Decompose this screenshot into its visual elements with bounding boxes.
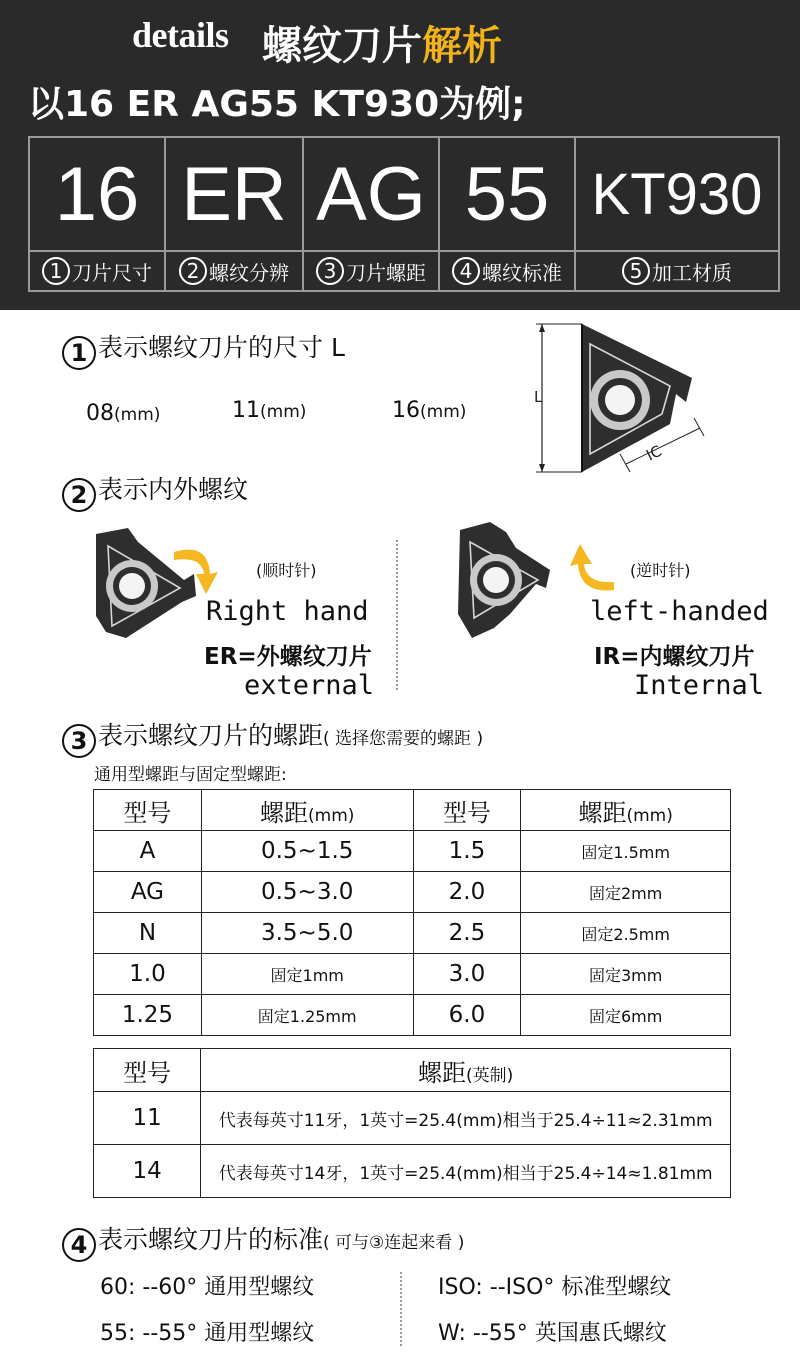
size-unit: (mm) xyxy=(420,402,467,422)
table-row xyxy=(94,831,731,872)
table-row xyxy=(94,954,731,995)
table-cell: 固定1.25mm xyxy=(201,995,413,1036)
header-pitch-text: 螺距 xyxy=(260,798,308,827)
code-label xyxy=(576,252,778,290)
code-label-text: 刀片尺寸 xyxy=(72,260,152,285)
circled-number: 4 xyxy=(62,1228,96,1262)
section2-title-text: 表示内外螺纹 xyxy=(98,475,249,504)
table-cell: A xyxy=(94,831,202,872)
title-main: 螺纹刀片 xyxy=(262,23,422,69)
table-cell: 3.5~5.0 xyxy=(201,913,413,954)
table-cell: 2.5 xyxy=(413,913,521,954)
size-value: 11 xyxy=(232,398,260,423)
table-cell: 1.0 xyxy=(94,954,202,995)
code-label xyxy=(166,252,302,290)
size-08 xyxy=(86,401,160,426)
code-label xyxy=(30,252,164,290)
circled-number: 3 xyxy=(316,257,344,285)
pitch-subtitle: 通用型螺距与固定型螺距: xyxy=(94,765,287,785)
table-row xyxy=(94,995,731,1036)
external-label: external xyxy=(244,670,375,701)
header-pitch xyxy=(201,1049,731,1092)
code-label-text: 加工材质 xyxy=(652,260,732,285)
code-label-text: 刀片螺距 xyxy=(346,260,426,285)
table-cell: 0.5~1.5 xyxy=(201,831,413,872)
section2-title xyxy=(62,470,248,512)
circled-number: 1 xyxy=(62,336,96,370)
section3-title-note: ( 选择您需要的螺距 ) xyxy=(323,729,484,749)
table-cell: 固定3mm xyxy=(521,954,731,995)
code-breakdown-table xyxy=(28,136,780,292)
code-label xyxy=(304,252,438,290)
section1-title-text: 表示螺纹刀片的尺寸 L xyxy=(98,333,345,362)
table-header-row xyxy=(94,1049,731,1092)
section2-divider xyxy=(396,540,398,690)
size-unit: (mm) xyxy=(260,402,307,422)
section1-title xyxy=(62,328,345,370)
rotation-label-counterclockwise: (逆时针) xyxy=(630,561,691,580)
header-model: 型号 xyxy=(94,1049,201,1092)
clockwise-arrow-icon xyxy=(168,540,228,600)
standard-item-60: 60: --60° 通用型螺纹 xyxy=(100,1275,315,1300)
header-pitch-text: 螺距 xyxy=(578,798,627,827)
standard-item-55: 55: --55° 通用型螺纹 xyxy=(100,1321,315,1346)
table-cell: 1.25 xyxy=(94,995,202,1036)
code-column-hand xyxy=(166,138,304,290)
rotation-label-clockwise: (顺时针) xyxy=(256,561,317,580)
header-unit: (英制) xyxy=(466,1065,514,1086)
code-value: 55 xyxy=(440,138,574,252)
circled-number: 2 xyxy=(179,257,207,285)
details-heading: details xyxy=(132,15,229,55)
table-cell: 2.0 xyxy=(413,872,521,913)
size-16 xyxy=(392,398,466,423)
pitch-table xyxy=(93,789,731,1036)
table-cell: 1.5 xyxy=(413,831,521,872)
section3-title-text: 表示螺纹刀片的螺距 xyxy=(98,721,324,750)
code-column-standard xyxy=(440,138,576,290)
size-value: 08 xyxy=(86,401,114,426)
circled-number: 1 xyxy=(42,257,70,285)
table-cell: 3.0 xyxy=(413,954,521,995)
circled-number: 2 xyxy=(62,478,96,512)
table-cell: 固定1.5mm xyxy=(521,831,731,872)
size-unit: (mm) xyxy=(114,405,161,425)
example-line: 以16 ER AG55 KT930为例; xyxy=(28,84,526,125)
circled-number: 5 xyxy=(622,257,650,285)
size-value: 16 xyxy=(392,398,420,423)
table-row xyxy=(94,913,731,954)
dimension-label-l: L xyxy=(534,388,543,406)
table-row xyxy=(94,872,731,913)
size-11 xyxy=(232,398,306,423)
header-model: 型号 xyxy=(94,790,202,831)
table-cell: 14 xyxy=(94,1145,201,1198)
code-column-size xyxy=(30,138,166,290)
table-cell: 代表每英寸11牙，1英寸=25.4(mm)相当于25.4÷11≈2.31mm xyxy=(201,1092,731,1145)
section4-title-note: ( 可与③连起来看 ) xyxy=(323,1233,465,1253)
header-unit: (mm) xyxy=(626,805,673,826)
insert-dimension-diagram xyxy=(520,316,720,486)
circled-number: 4 xyxy=(452,257,480,285)
table-cell: 0.5~3.0 xyxy=(201,872,413,913)
left-handed-label: left-handed xyxy=(590,596,769,627)
table-cell: 固定2.5mm xyxy=(521,913,731,954)
page-title xyxy=(262,14,502,71)
internal-label: Internal xyxy=(634,670,765,701)
code-value: AG xyxy=(304,138,438,252)
header-pitch xyxy=(201,790,413,831)
standard-item-iso: ISO: --ISO° 标准型螺纹 xyxy=(438,1275,672,1300)
table-cell: N xyxy=(94,913,202,954)
code-column-material xyxy=(576,138,778,290)
table-row xyxy=(94,1145,731,1198)
er-definition: ER=外螺纹刀片 xyxy=(204,644,372,670)
code-value: 16 xyxy=(30,138,164,252)
header-pitch-2 xyxy=(521,790,731,831)
header-model-2: 型号 xyxy=(413,790,521,831)
ir-definition: IR=内螺纹刀片 xyxy=(594,644,755,670)
code-column-pitch xyxy=(304,138,440,290)
title-highlight: 解析 xyxy=(422,23,502,69)
section4-title xyxy=(62,1220,464,1262)
code-label-text: 螺纹分辨 xyxy=(209,260,289,285)
code-value: KT930 xyxy=(576,138,778,252)
counterclockwise-arrow-icon xyxy=(560,538,620,598)
dimension-label-ic: IC xyxy=(643,441,665,465)
right-hand-label: Right hand xyxy=(206,596,369,627)
code-label xyxy=(440,252,574,290)
standard-item-w: W: --55° 英国惠氏螺纹 xyxy=(438,1321,667,1346)
table-cell: 固定6mm xyxy=(521,995,731,1036)
table-cell: 固定1mm xyxy=(201,954,413,995)
table-cell: 代表每英寸14牙，1英寸=25.4(mm)相当于25.4÷14≈1.81mm xyxy=(201,1145,731,1198)
code-label-text: 螺纹标准 xyxy=(482,260,562,285)
header-banner xyxy=(0,0,800,310)
table-cell: 6.0 xyxy=(413,995,521,1036)
table-cell: 11 xyxy=(94,1092,201,1145)
header-pitch-text: 螺距 xyxy=(418,1058,467,1087)
section4-title-text: 表示螺纹刀片的标准 xyxy=(98,1225,324,1254)
table-header-row xyxy=(94,790,731,831)
code-value: ER xyxy=(166,138,302,252)
section4-divider xyxy=(400,1272,402,1346)
circled-number: 3 xyxy=(62,724,96,758)
table-row xyxy=(94,1092,731,1145)
header-unit: (mm) xyxy=(308,805,355,826)
table-cell: AG xyxy=(94,872,202,913)
section3-title xyxy=(62,716,483,758)
table-cell: 固定2mm xyxy=(521,872,731,913)
inch-pitch-table xyxy=(93,1048,731,1198)
